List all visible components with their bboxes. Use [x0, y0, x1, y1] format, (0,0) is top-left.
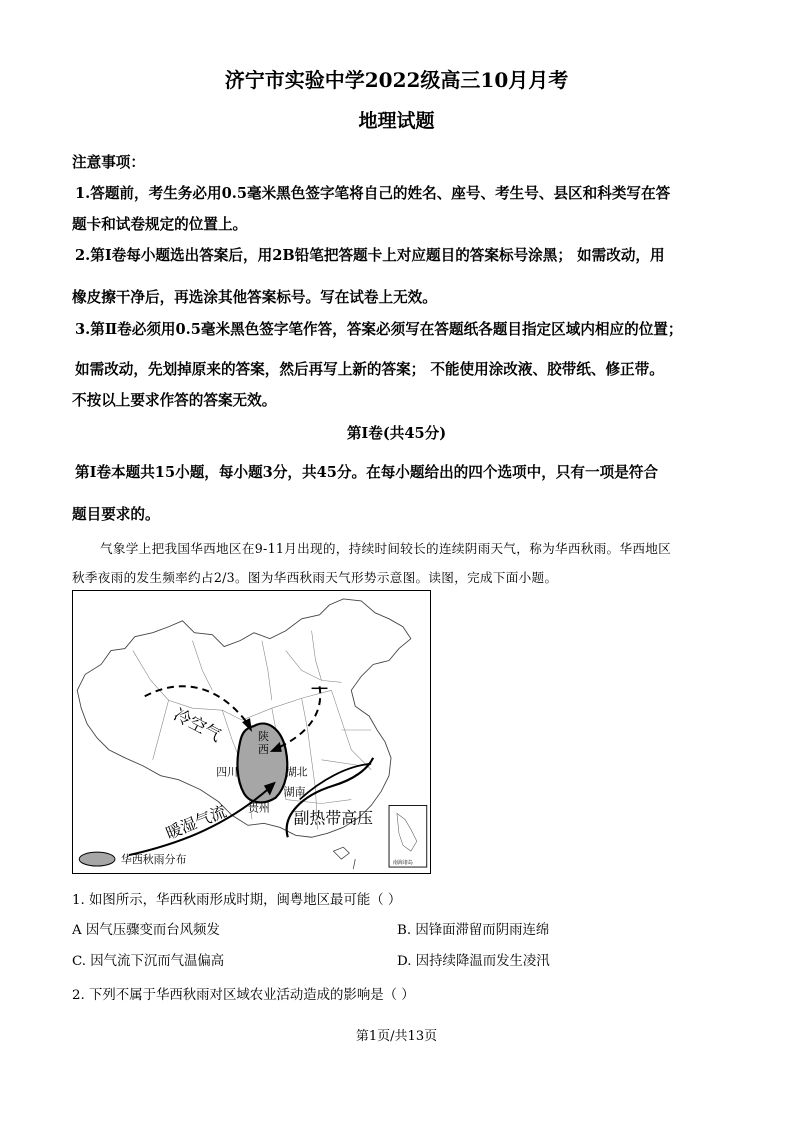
legend-swatch — [79, 852, 115, 866]
section-intro-1: 第Ⅰ卷本题共15小题，每小题3分，共45分。在每小题给出的四个选项中，只有一项是符合 — [75, 464, 658, 481]
legend-label: 华西秋雨分布 — [120, 853, 187, 867]
notice-line-3: 2.第Ⅰ卷每小题选出答案后，用2B铅笔把答题卡上对应题目的答案标号涂黑； 如需改动，用 — [75, 247, 665, 264]
notice-line-5: 3.第Ⅱ卷必须用0.5毫米黑色签字笔作答，答案必须写在答题纸各题目指定区域内相应的位置； — [75, 321, 683, 338]
page-number: 第1页/共13页 — [355, 1029, 438, 1044]
question-1-option-d: D. 因持续降温而发生凌汛 — [397, 954, 550, 969]
label-subtropical-high: 副热带高压 — [293, 808, 374, 828]
map-svg — [73, 591, 430, 873]
exam-title: 济宁市实验中学2022级高三10月月考 — [224, 68, 569, 92]
exam-subject: 地理试题 — [358, 110, 435, 132]
passage-line-1: 气象学上把我国华西地区在9-11月出现的，持续时间较长的连续阴雨天气，称为华西秋雨。华西地区 — [100, 541, 672, 556]
hainan-island — [333, 847, 349, 859]
dash-line-south — [353, 859, 355, 869]
notice-line-6: 如需改动，先划掉原来的答案，然后再写上新的答案； 不能使用涂改液、胶带纸、修正带。 — [75, 361, 664, 378]
question-1-option-c: C. 因气流下沉而气温偏高 — [72, 954, 225, 969]
label-cold-air: 冷空气 — [170, 703, 225, 746]
question-1-option-a: A 因气压骤变而台风频发 — [72, 923, 220, 938]
label-hubei: 湖北 — [285, 765, 308, 779]
label-guizhou: 贵州 — [248, 801, 270, 815]
notice-line-4: 橡皮擦干净后，再选涂其他答案标号。写在试卷上无效。 — [72, 289, 437, 306]
label-hunan: 湖南 — [283, 785, 306, 799]
autumn-rain-map — [72, 590, 431, 874]
question-1-option-b: B. 因锋面滞留而阴雨连绵 — [397, 923, 550, 938]
section-title: 第Ⅰ卷(共45分) — [346, 425, 447, 442]
notice-line-7: 不按以上要求作答的答案无效。 — [72, 392, 277, 409]
question-1-stem: 1. 如图所示，华西秋雨形成时期，闽粤地区最可能（ ） — [72, 893, 402, 908]
label-warm-moist-air: 暖湿气流 — [162, 801, 229, 843]
label-shaanxi-2: 西 — [257, 742, 269, 756]
notice-line-1: 1.答题前，考生务必用0.5毫米黑色签字笔将自己的姓名、座号、考生号、县区和科类写在答 — [75, 185, 671, 202]
south-sea-inset — [389, 805, 427, 867]
subtropical-high-line-2 — [300, 764, 371, 800]
cold-air-arrow-north — [278, 686, 320, 748]
notice-line-2: 题卡和试卷规定的位置上。 — [72, 216, 248, 233]
inset-label: 南海诸岛 — [392, 860, 413, 867]
passage-line-2: 秋季夜雨的发生频率约占2/3。图为华西秋雨天气形势示意图。读图，完成下面小题。 — [72, 570, 558, 585]
section-intro-2: 题目要求的。 — [72, 506, 160, 523]
question-2-stem: 2. 下列不属于华西秋雨对区域农业活动造成的影响是（ ） — [72, 988, 415, 1003]
label-shaanxi-1: 陕 — [257, 729, 269, 743]
label-sichuan: 四川 — [216, 765, 239, 779]
notice-heading: 注意事项： — [72, 154, 145, 171]
